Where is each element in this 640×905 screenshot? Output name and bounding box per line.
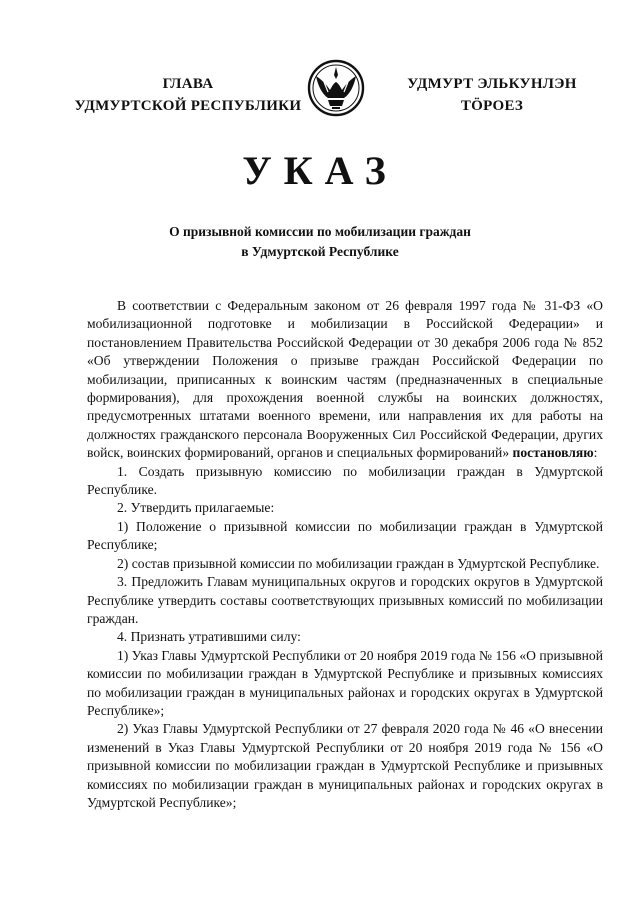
paragraph-1: 1. Создать призывную комиссию по мобилизации граждан в Удмуртской Республике. xyxy=(87,463,603,498)
paragraph-2-2: 2) состав призывной комиссии по мобилизации граждан в Удмуртской Республике. xyxy=(117,555,600,571)
paragraph-2: 2. Утвердить прилагаемые: xyxy=(117,500,275,516)
decree-subject xyxy=(100,222,540,262)
resolve-word: постановляю xyxy=(512,445,594,461)
subject-line1: О призывной комиссии по мобилизации граждан xyxy=(169,224,471,239)
decree-title: УКАЗ xyxy=(242,148,398,193)
header-right-line2: ТӦРОЕЗ xyxy=(460,98,524,114)
header-left xyxy=(68,73,308,117)
header-left-line1: ГЛАВА xyxy=(162,76,214,92)
coat-of-arms-icon xyxy=(304,58,368,118)
paragraph-4-2: 2) Указ Главы Удмуртской Республики от 27 февраля 2020 года № 46 «О внесении изменений в Указ Главы Удмуртской Республики от 20 ноября 2019 года № 156 «О призывной комиссии по мобилизации граждан в Удмуртской Республике и призывных комиссиях по мобилизации граждан в муниципальных районах и городских округах в Удмуртской Республике»; xyxy=(87,721,603,810)
preamble-colon: : xyxy=(593,445,598,461)
decree-body xyxy=(87,297,603,812)
paragraph-4-1: 1) Указ Главы Удмуртской Республики от 20 ноября 2019 года № 156 «О призывной комиссии по мобилизации граждан в Удмуртской Республике и призывных комиссиях по мобилизации граждан в муниципальных районах и городских округах в Удмуртской Республике»; xyxy=(87,647,603,718)
subject-line2: в Удмуртской Республике xyxy=(241,244,399,259)
paragraph-3: 3. Предложить Главам муниципальных округов и городских округов в Удмуртской Республике утвердить составы соответствующих призывных комиссий по мобилизации граждан. xyxy=(87,574,603,626)
preamble xyxy=(87,297,603,463)
preamble-text: В соответствии с Федеральным законом от 26 февраля 1997 года № 31-ФЗ «О мобилизационной подготовке и мобилизации в Российской Федерации» и постановлением Правительства Российской Федерации от 30 декабря 2006 года № 852 «Об утверждении Положения о призыве граждан Российской Федерации по мобилизации, приписанных к воинским частям (предназначенных в специальные формирования), для прохождения военной службы на воинских должностях, предусмотренных штатами военного времени, или направления их для работы на должностях гражданского персонала Вооруженных Сил Российской Федерации, других войск, воинских формирований, органов и специальных формирований» xyxy=(87,298,603,461)
header-right xyxy=(392,73,592,117)
header-left-line2: УДМУРТСКОЙ РЕСПУБЛИКИ xyxy=(74,98,302,114)
paragraph-4: 4. Признать утратившими силу: xyxy=(117,629,301,645)
paragraph-2-1: 1) Положение о призывной комиссии по мобилизации граждан в Удмуртской Республике; xyxy=(87,518,603,553)
header-right-line1: УДМУРТ ЭЛЬКУНЛЭН xyxy=(407,76,577,92)
